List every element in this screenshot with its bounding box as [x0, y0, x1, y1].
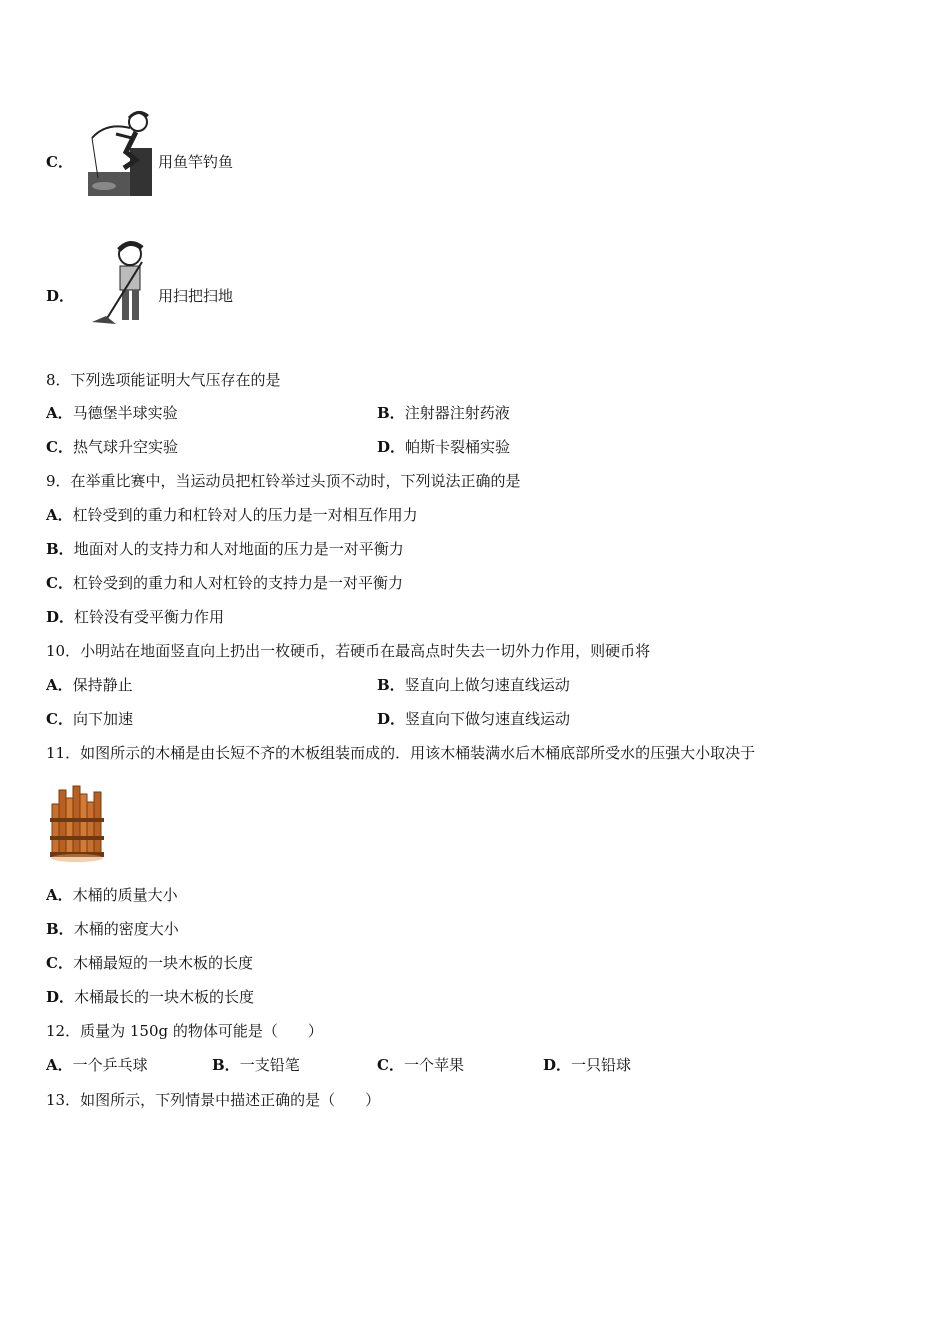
- q9-stem: 9．在举重比赛中，当运动员把杠铃举过头顶不动时，下列说法正确的是: [46, 472, 521, 490]
- q9-option-a: [46, 505, 418, 525]
- q11-option-d: [46, 987, 254, 1007]
- option-text: 木桶的质量大小: [72, 886, 178, 904]
- q9-option-d: [46, 607, 224, 627]
- option-text: 木桶最短的一块木板的长度: [72, 954, 253, 972]
- option-label: D．: [543, 1056, 572, 1074]
- q7-option-c: [46, 152, 73, 172]
- option-text: 杠铃受到的重力和人对杠铃的支持力是一对平衡力: [72, 574, 403, 592]
- option-text: 杠铃受到的重力和杠铃对人的压力是一对相互作用力: [72, 506, 418, 524]
- option-text: 保持静止: [72, 676, 133, 694]
- q10-stem: 10．小明站在地面竖直向上扔出一枚硬币，若硬币在最高点时失去一切外力作用，则硬币将: [46, 642, 651, 660]
- option-text: 一个乒乓球: [72, 1056, 148, 1074]
- option-text: 向下加速: [72, 710, 133, 728]
- option-label: C．: [46, 153, 73, 171]
- q10-option-d: [377, 709, 570, 729]
- q9-option-b: [46, 539, 404, 559]
- option-label: B．: [377, 404, 405, 422]
- option-text: 地面对人的支持力和人对地面的压力是一对平衡力: [73, 540, 404, 558]
- option-text: 一个苹果: [403, 1056, 464, 1074]
- option-label: D．: [46, 287, 75, 305]
- option-text: 马德堡半球实验: [72, 404, 178, 422]
- q11-stem: 11．如图所示的木桶是由长短不齐的木板组装而成的．用该木桶装满水后木桶底部所受水的压强大小取决于: [46, 744, 756, 762]
- option-label: C．: [377, 1056, 404, 1074]
- q13-stem: 13．如图所示，下列情景中描述正确的是（ ）: [46, 1091, 381, 1109]
- option-label: B．: [46, 540, 74, 558]
- option-label: A．: [46, 886, 73, 904]
- option-text: 杠铃没有受平衡力作用: [74, 608, 225, 626]
- q12-option-a: [46, 1055, 148, 1075]
- q7-option-c-text: 用鱼竿钓鱼: [158, 153, 234, 171]
- q11-option-b: [46, 919, 179, 939]
- q11-option-a: [46, 885, 178, 905]
- option-label: B．: [212, 1056, 240, 1074]
- option-text: 一支铅笔: [239, 1056, 300, 1074]
- option-text: 木桶的密度大小: [73, 920, 179, 938]
- option-label: C．: [46, 438, 73, 456]
- q10-option-c: [46, 709, 133, 729]
- option-label: C．: [46, 574, 73, 592]
- option-text: 木桶最长的一块木板的长度: [74, 988, 255, 1006]
- option-label: A．: [46, 506, 73, 524]
- option-label: C．: [46, 954, 73, 972]
- option-label: A．: [46, 676, 73, 694]
- q9-option-c: [46, 573, 403, 593]
- option-text: 竖直向上做匀速直线运动: [404, 676, 570, 694]
- option-label: B．: [46, 920, 74, 938]
- q7-option-d-text: 用扫把扫地: [158, 287, 234, 305]
- q8-option-c: [46, 437, 178, 457]
- sweeping-boy-image: [86, 240, 156, 330]
- option-text: 注射器注射药液: [404, 404, 510, 422]
- option-label: D．: [377, 438, 406, 456]
- q12-option-c: [377, 1055, 464, 1075]
- q8-option-b: [377, 403, 510, 423]
- option-text: 竖直向下做匀速直线运动: [405, 710, 571, 728]
- option-label: B．: [377, 676, 405, 694]
- q10-option-a: [46, 675, 133, 695]
- q12-option-d: [543, 1055, 631, 1075]
- q8-option-a: [46, 403, 178, 423]
- q8-option-d: [377, 437, 510, 457]
- q12-stem: 12．质量为 150g 的物体可能是（ ）: [46, 1022, 323, 1040]
- option-label: D．: [46, 608, 75, 626]
- option-text: 一只铅球: [571, 1056, 632, 1074]
- q7-option-d: [46, 286, 74, 306]
- q10-option-b: [377, 675, 570, 695]
- option-text: 热气球升空实验: [72, 438, 178, 456]
- option-label: D．: [46, 988, 75, 1006]
- option-label: A．: [46, 404, 73, 422]
- fishing-boy-image: [86, 108, 156, 198]
- option-label: A．: [46, 1056, 73, 1074]
- wooden-bucket-image: [46, 784, 108, 864]
- q11-option-c: [46, 953, 253, 973]
- option-label: D．: [377, 710, 406, 728]
- option-text: 帕斯卡裂桶实验: [405, 438, 511, 456]
- q8-stem: 8．下列选项能证明大气压存在的是: [46, 371, 281, 389]
- q12-option-b: [212, 1055, 300, 1075]
- option-label: C．: [46, 710, 73, 728]
